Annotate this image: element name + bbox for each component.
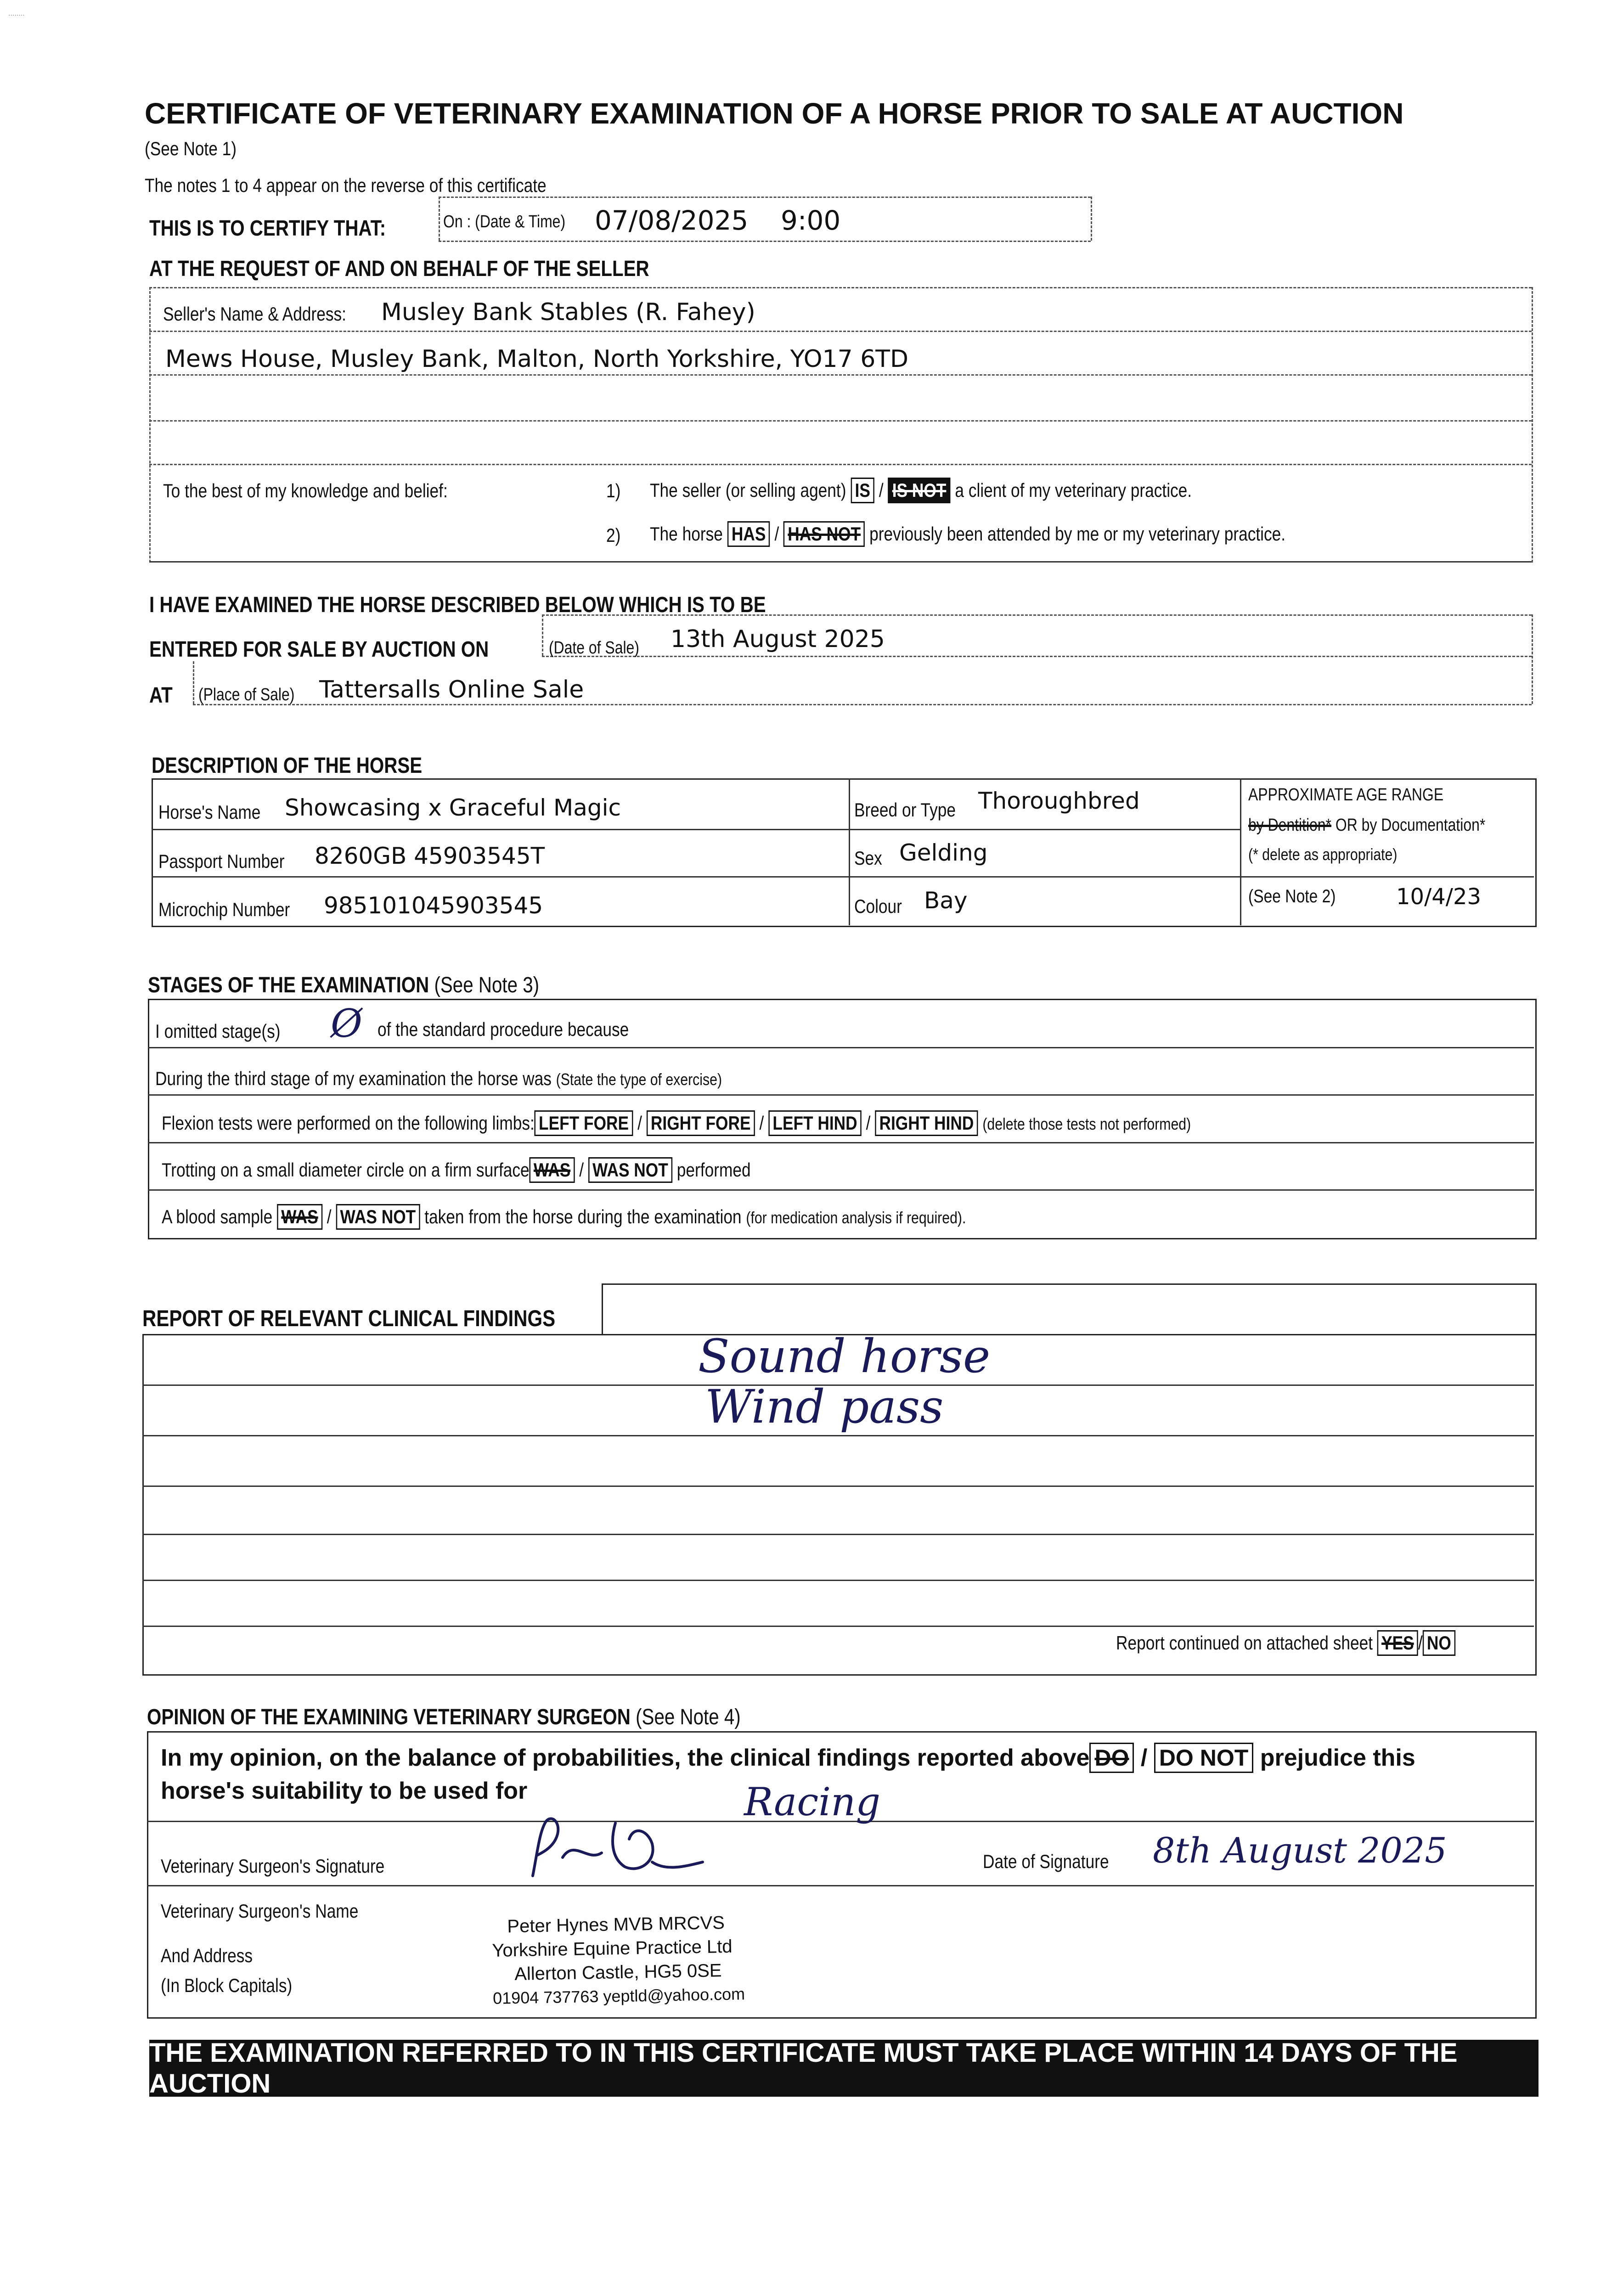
statement-1-number: 1) (606, 480, 621, 501)
title-note: (See Note 1) (145, 138, 237, 159)
blood-was-not-option: WAS NOT (336, 1204, 420, 1230)
do-not-option: DO NOT (1154, 1743, 1253, 1773)
notes-line: The notes 1 to 4 appear on the reverse of this certificate (145, 174, 547, 196)
request-heading: AT THE REQUEST OF AND ON BEHALF OF THE SELLER (149, 257, 649, 281)
continued-no-option: NO (1423, 1630, 1455, 1656)
breed: Thoroughbred (978, 788, 1140, 814)
blood-text: A blood sample (162, 1206, 273, 1227)
stages-heading: STAGES OF THE EXAMINATION (148, 973, 429, 997)
age-by-documentation: by Documentation* (1361, 816, 1486, 835)
left-hind-option: LEFT HIND (768, 1110, 862, 1136)
omitted-stage-text: I omitted stage(s) (155, 1020, 281, 1042)
is-client-option: IS (851, 478, 874, 503)
examined-heading: I HAVE EXAMINED THE HORSE DESCRIBED BELOW WHICH IS TO BE (149, 593, 766, 617)
trot-text: Trotting on a small diameter circle on a firm surface (162, 1159, 530, 1181)
left-fore-option: LEFT FORE (535, 1110, 633, 1136)
vet-signature (519, 1812, 712, 1883)
blood-note: (for medication analysis if required). (746, 1208, 966, 1227)
flexion-text: Flexion tests were performed on the following limbs: (162, 1112, 535, 1134)
statement-2-text: The horse (650, 523, 723, 545)
on-date-time-label: On : (Date & Time) (443, 212, 566, 231)
colour: Bay (924, 887, 968, 914)
blood-was-option: WAS (277, 1204, 322, 1230)
vet-name: Peter Hynes MVB MRCVS (507, 1913, 725, 1937)
page-title: CERTIFICATE OF VETERINARY EXAMINATION OF A HORSE PRIOR TO SALE AT AUCTION (145, 97, 1404, 130)
intended-use: Racing (744, 1779, 881, 1824)
passport-label: Passport Number (158, 850, 285, 872)
knowledge-label: To the best of my knowledge and belief: (163, 480, 448, 501)
trot-was-option: WAS (530, 1157, 575, 1183)
age-value: 10/4/23 (1396, 884, 1482, 910)
third-stage-note: (State the type of exercise) (556, 1070, 722, 1089)
separator: / (879, 479, 884, 501)
statement-1 (650, 478, 1192, 503)
stages-heading-row (148, 973, 539, 998)
right-fore-option: RIGHT FORE (647, 1110, 755, 1136)
seller-label: Seller's Name & Address: (163, 303, 346, 325)
report-finding-1: Sound horse (698, 1329, 991, 1383)
sex-label: Sex (854, 847, 882, 869)
opinion-text-end: prejudice this (1260, 1745, 1415, 1771)
block-capitals-label: (In Block Capitals) (161, 1975, 293, 1996)
opinion-line-2: horse's suitability to be used for (161, 1778, 528, 1804)
statement-1-text: The seller (or selling agent) (650, 479, 846, 501)
signature-date: 8th August 2025 (1153, 1830, 1447, 1871)
age-delete-note: (* delete as appropriate) (1248, 845, 1398, 864)
trot-end: performed (676, 1159, 751, 1181)
horse-name: Showcasing x Graceful Magic (285, 794, 621, 821)
statement-2 (650, 521, 1285, 547)
statement-2-number: 2) (606, 524, 621, 546)
continued-yes-option: YES (1377, 1630, 1418, 1656)
separator: / (774, 523, 779, 545)
statement-2-end: previously been attended by me or my veterinary practice. (869, 523, 1286, 545)
age-heading: APPROXIMATE AGE RANGE (1248, 785, 1444, 805)
signature-date-label: Date of Signature (983, 1851, 1109, 1872)
entered-label: ENTERED FOR SALE BY AUCTION ON (149, 637, 489, 662)
age-by-dentition: by Dentition* (1248, 816, 1331, 835)
vet-contact: 01904 737763 yeptld@yahoo.com (492, 1984, 745, 2008)
microchip-number: 985101045903545 (324, 892, 543, 919)
opinion-heading-row (147, 1705, 741, 1730)
age-see-note: (See Note 2) (1248, 886, 1336, 906)
opinion-text: In my opinion, on the balance of probabilities, the clinical findings reported above (161, 1745, 1090, 1771)
footer-banner: THE EXAMINATION REFERRED TO IN THIS CERTIFICATE MUST TAKE PLACE WITHIN 14 DAYS OF THE AUCTION (149, 2040, 1538, 2097)
seller-address: Mews House, Musley Bank, Malton, North Yorkshire, YO17 6TD (165, 345, 909, 373)
age-method (1248, 816, 1485, 835)
third-stage-text: During the third stage of my examination the horse was (155, 1068, 552, 1089)
certify-label: THIS IS TO CERTIFY THAT: (149, 216, 386, 241)
exam-date: 07/08/2025 (595, 205, 749, 236)
sale-place: Tattersalls Online Sale (319, 676, 584, 703)
passport-number: 8260GB 45903545T (315, 843, 545, 869)
has-attended-option: HAS (727, 521, 770, 547)
opinion-note: (See Note 4) (636, 1705, 741, 1729)
horse-name-label: Horse's Name (158, 801, 261, 823)
at-label: AT (149, 683, 173, 708)
vet-name-label: Veterinary Surgeon's Name (161, 1900, 359, 1922)
omitted-stage-reason: of the standard procedure because (378, 1019, 629, 1040)
third-stage-row (155, 1068, 722, 1090)
vet-practice: Yorkshire Equine Practice Ltd (491, 1936, 733, 1961)
sex: Gelding (899, 839, 988, 866)
report-continued-row: Report continued on attached sheet YES / NO (1116, 1630, 1455, 1656)
opinion-statement: In my opinion, on the balance of probabilities, the clinical findings reported above DO / DO NOT prejudice this (161, 1743, 1415, 1773)
vet-address: Allerton Castle, HG5 0SE (514, 1960, 722, 1985)
do-option: DO (1089, 1743, 1134, 1773)
blood-row: A blood sample WAS / WAS NOT taken from the horse during the examination (for medication analysis if required). (162, 1204, 966, 1230)
report-heading: REPORT OF RELEVANT CLINICAL FINDINGS (142, 1306, 556, 1331)
corner-mark: ........ (8, 10, 25, 17)
is-not-client-option: IS NOT (888, 478, 951, 503)
right-hind-option: RIGHT HIND (875, 1110, 978, 1136)
seller-name: Musley Bank Stables (R. Fahey) (381, 298, 755, 326)
stages-note: (See Note 3) (434, 973, 540, 997)
breed-label: Breed or Type (854, 799, 956, 821)
exam-time: 9:00 (781, 205, 841, 236)
sale-date-label: (Date of Sale) (549, 638, 639, 658)
report-continued-text: Report continued on attached sheet (1116, 1632, 1373, 1654)
trot-was-not-option: WAS NOT (588, 1157, 672, 1183)
statement-1-end: a client of my veterinary practice. (955, 479, 1192, 501)
age-or: OR (1335, 816, 1358, 835)
vet-stamp (491, 1910, 745, 2010)
flexion-row: Flexion tests were performed on the following limbs: LEFT FORE / RIGHT FORE / LEFT HIND / RIGHT HIND (delete those tests not performed) (162, 1110, 1191, 1136)
vet-address-label: And Address (161, 1945, 253, 1966)
blood-end: taken from the horse during the examination (424, 1206, 742, 1227)
opinion-heading: OPINION OF THE EXAMINING VETERINARY SURGEON (147, 1705, 631, 1729)
signature-label: Veterinary Surgeon's Signature (161, 1855, 385, 1877)
omitted-stage-mark: Ø (331, 1001, 362, 1046)
sale-date: 13th August 2025 (671, 625, 885, 653)
microchip-label: Microchip Number (158, 899, 290, 920)
flexion-note: (delete those tests not performed) (982, 1114, 1191, 1133)
has-not-attended-option: HAS NOT (783, 521, 865, 547)
sale-place-label: (Place of Sale) (198, 685, 295, 704)
colour-label: Colour (854, 895, 902, 917)
report-finding-2: Wind pass (705, 1380, 944, 1434)
description-heading: DESCRIPTION OF THE HORSE (152, 754, 423, 778)
trot-row: Trotting on a small diameter circle on a firm surface WAS / WAS NOT performed (162, 1157, 751, 1183)
